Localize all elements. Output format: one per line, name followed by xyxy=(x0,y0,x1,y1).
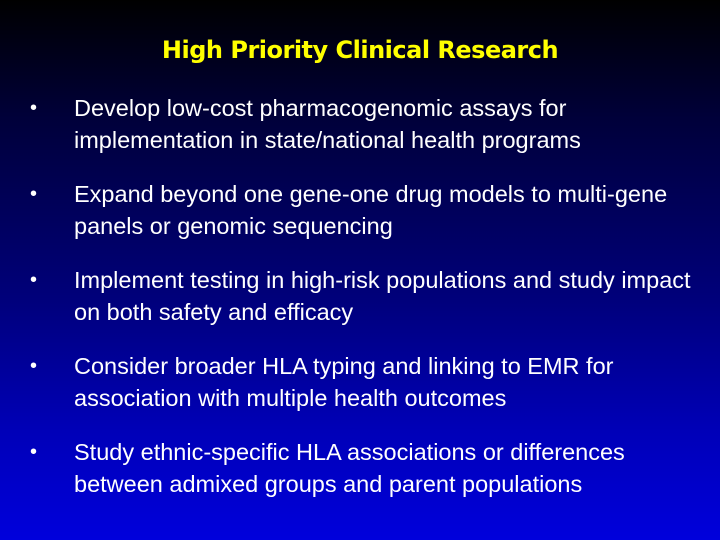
bullet-item xyxy=(26,92,696,156)
bullet-item xyxy=(26,264,696,328)
bullet-item xyxy=(26,350,696,414)
bullet-text: Study ethnic-specific HLA associations or differences between admixed groups and parent populations xyxy=(74,439,625,497)
bullet-icon: • xyxy=(30,97,38,119)
bullet-icon: • xyxy=(30,183,38,205)
bullet-item xyxy=(26,178,696,242)
bullet-icon: • xyxy=(30,269,38,291)
bullet-icon: • xyxy=(30,441,38,463)
bullet-icon: • xyxy=(30,355,38,377)
bullet-item xyxy=(26,436,696,500)
bullet-text: Consider broader HLA typing and linking to EMR for association with multiple health outcomes xyxy=(74,353,614,411)
bullet-list xyxy=(26,92,696,522)
bullet-text: Implement testing in high-risk populations and study impact on both safety and efficacy xyxy=(74,267,691,325)
bullet-text: Develop low-cost pharmacogenomic assays for implementation in state/national health programs xyxy=(74,95,581,153)
slide-title: High Priority Clinical Research xyxy=(161,36,559,64)
bullet-text: Expand beyond one gene-one drug models to multi-gene panels or genomic sequencing xyxy=(74,181,668,239)
